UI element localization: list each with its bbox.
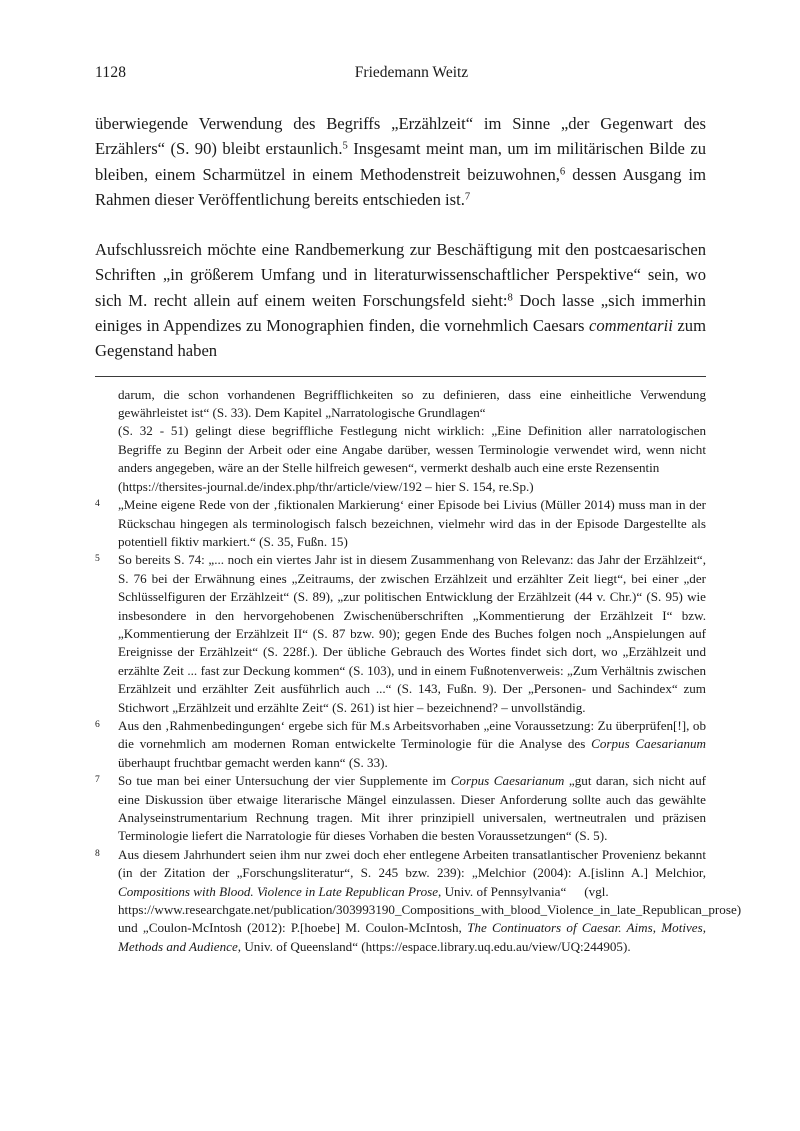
footnote-text <box>118 386 706 423</box>
text-run: überwiegende Verwendung des Begriffs „Erzählzeit“ im Sinne „der Gegenwart des Erzählers“ (S. 90) bleibt erstaunlich. <box>95 114 706 159</box>
text-run: zum Gegenstand haben <box>95 316 707 361</box>
footnote-item <box>95 386 706 423</box>
footnote-number: 6 <box>95 718 100 730</box>
text-run: „Meine eigene Rede von der ‚fiktionalen Markierung‘ einer Episode bei Livius (Müller 2014) muss man in der Rückschau hingegen als terminologisch falsch bezeichnen, vielmehr wird das in der Episode Dargestellte als potentiell fiktiv markiert.“ (S. 35, Fußn. 15) <box>118 497 706 549</box>
text-run: , Univ. of Queensland“ (https://espace.library.uq.edu.au/view/UQ:244905). <box>237 938 631 954</box>
footnote-text <box>118 772 706 846</box>
text-run: Aus den ‚Rahmenbedingungen‘ ergebe sich für M.s Arbeitsvorhaben „eine Voraussetzung: Zu überprüfen[!], ob die vornehmlich am modernen Roman entwickelte Terminologie für die Analyse des <box>118 717 706 752</box>
text-run: So bereits S. 74: „... noch ein viertes Jahr ist in diesem Zusammenhang von Relevanz: das Jahr der Erzählzeit“, S. 76 bei der Erwähnung eines „Zeitraums, der zwischen Erzählzeit und erzählter Zeit liegt“, bei einer „der Schlüsselfiguren der Erzählzeit“ (S. 89), „zur politischen Entwicklung der Erzählzeit (44 v. Chr.)“ (S. 95) wie insbesondere in den hervorgehobenen Zwischenüberschriften „Kommentierung der Erzählzeit I“ bzw. „Kommentierung der Erzählzeit II“ (S. 87 bzw. 90); gegen Ende des Buches folgen noch „Anspielungen auf Ereignisse der Erzählzeit“ (S. 228f.). Der übliche Gebrauch des Wortes findet sich dort, wo „Erzählzeit und erzählte Zeit ... fast zur Deckung kommen“ (S. 103), und in einem Fußnotenverweis: „Zum Verhältnis zwischen Erzählzeit und erzählter Zeit ausführlich auch ...“ (S. 143, Fußn. 9). Der „Personen- und Sachindex“ zum Stichwort „Erzählzeit und erzählte Zeit“ (S. 261) ist hier – bezeichnend? – unvollständig. <box>118 552 706 715</box>
footnote-text <box>118 422 706 477</box>
text-run: dessen Ausgang im Rahmen dieser Veröffentlichung bereits entschieden ist. <box>95 164 706 209</box>
footnote-item <box>95 478 706 496</box>
footnote-item <box>95 551 706 717</box>
text-run: https://www.researchgate.net/publication/303993190_Compositions_with_blood_Violence_in_late_Republican_prose) und „Coulon-McIntosh (2012): P.[hoebe] M. Coulon-McIntosh, <box>118 902 742 936</box>
footnote-number: 4 <box>95 498 100 510</box>
footnote-item <box>95 717 706 772</box>
body-text <box>95 111 706 364</box>
text-run: „gut daran, sich nicht auf eine Diskussion über etwaige literarische Mängel einzulassen. Dieser Anforderung sollte auch das gewählte Analyseinstrumentarium Rechnung tragen. Mit ihrer prinzipiell universalen, wertneutralen und präzisen Terminologie liefert die Narratologie für dieses Vorhaben die besten Voraussetzungen“ (S. 5). <box>118 773 706 844</box>
footnote-text <box>118 478 706 496</box>
text-run: überhaupt fruchtbar gemacht werden kann“ (S. 33). <box>118 754 388 770</box>
footnote-item <box>95 422 706 477</box>
italic-text: commentarii <box>588 316 673 336</box>
footnote-separator-rule <box>95 376 706 377</box>
italic-text: Compositions with Blood. Violence in Late Republican Prose <box>118 883 439 899</box>
footnote-text <box>118 496 706 551</box>
footnote-item <box>95 772 706 846</box>
footnote-item <box>95 496 706 551</box>
footnote-area <box>95 386 742 957</box>
text-run: (S. 32 - 51) gelingt diese begriffliche Festlegung nicht wirklich: „Eine Definition aller narratologischen Begriffe zu Beginn der Arbeit oder eine Angabe darüber, wessen Terminologie verwendet wird, wenn nicht anders angegeben, wäre an der Stelle hilfreich gewesen“, vermerkt deshalb auch eine erste Rezensentin <box>118 423 706 476</box>
footnote-text <box>118 901 742 956</box>
page-content <box>95 62 742 956</box>
page-number: 1128 <box>95 64 127 81</box>
text-run: (vgl. <box>584 883 609 899</box>
footnote-number: 5 <box>95 553 100 565</box>
text-run: (https://thersites-journal.de/index.php/thr/article/view/192 – hier S. 154, re.Sp.) <box>118 478 534 494</box>
footnote-reference[interactable]: 5 <box>342 140 348 152</box>
running-author: Friedemann Weitz <box>354 64 469 81</box>
italic-text: Corpus Caesarianum <box>591 736 707 752</box>
footnote-reference[interactable]: 6 <box>559 166 566 178</box>
italic-text: The Continuators of Caesar. Aims, Motives, Methods and Audience <box>118 920 706 954</box>
footnote-text <box>118 551 706 717</box>
text-run: So tue man bei einer Untersuchung der vier Supplemente im <box>118 773 451 789</box>
footnote-reference[interactable]: 8 <box>507 292 513 304</box>
footnote-reference[interactable]: 7 <box>464 191 471 203</box>
footnote-item <box>95 901 742 956</box>
footnote-number: 7 <box>95 774 100 786</box>
footnote-text <box>118 846 706 901</box>
text-run: Insgesamt meint man, um im militärischen Bilde zu bleiben, einem Scharmützel in einem Methodenstreit beizuwohnen, <box>95 139 706 184</box>
footnote-number: 8 <box>95 847 100 859</box>
footnote-text <box>118 717 706 772</box>
text-run: Aus diesem Jahrhundert seien ihm nur zwei doch eher entlegene Arbeiten transatlantischer Provenienz bekannt (in der Zitation der „Forschungsliteratur“, S. 245 bzw. 239): „Melchior (2004): A.[islinn A.] Melchior, <box>118 846 706 881</box>
text-run: , Univ. of Pennsylvania“ <box>438 883 567 899</box>
body-paragraph-2 <box>95 237 706 363</box>
running-head <box>95 62 706 84</box>
text-run: Aufschlussreich möchte eine Randbemerkung zur Beschäftigung mit den postcaesarischen Schriften „in größerem Umfang und in literaturwissenschaftlicher Perspektive“ sein, wo sich M. recht allein auf einem weiten Forschungsfeld sieht: <box>95 240 706 310</box>
text-run: darum, die schon vorhandenen Begrifflichkeiten so zu definieren, dass eine einheitliche Verwendung gewährleistet ist“ (S. 33). Dem Kapitel „Narratologische Grundlagen“ <box>118 386 706 421</box>
footnote-item <box>95 846 706 901</box>
text-run: Doch lasse „sich immerhin einiges in Appendizes zu Monographien finden, die vornehmlich Caesars <box>95 290 706 336</box>
italic-text: Corpus Caesarianum <box>450 773 565 789</box>
body-paragraph-1 <box>95 111 706 212</box>
